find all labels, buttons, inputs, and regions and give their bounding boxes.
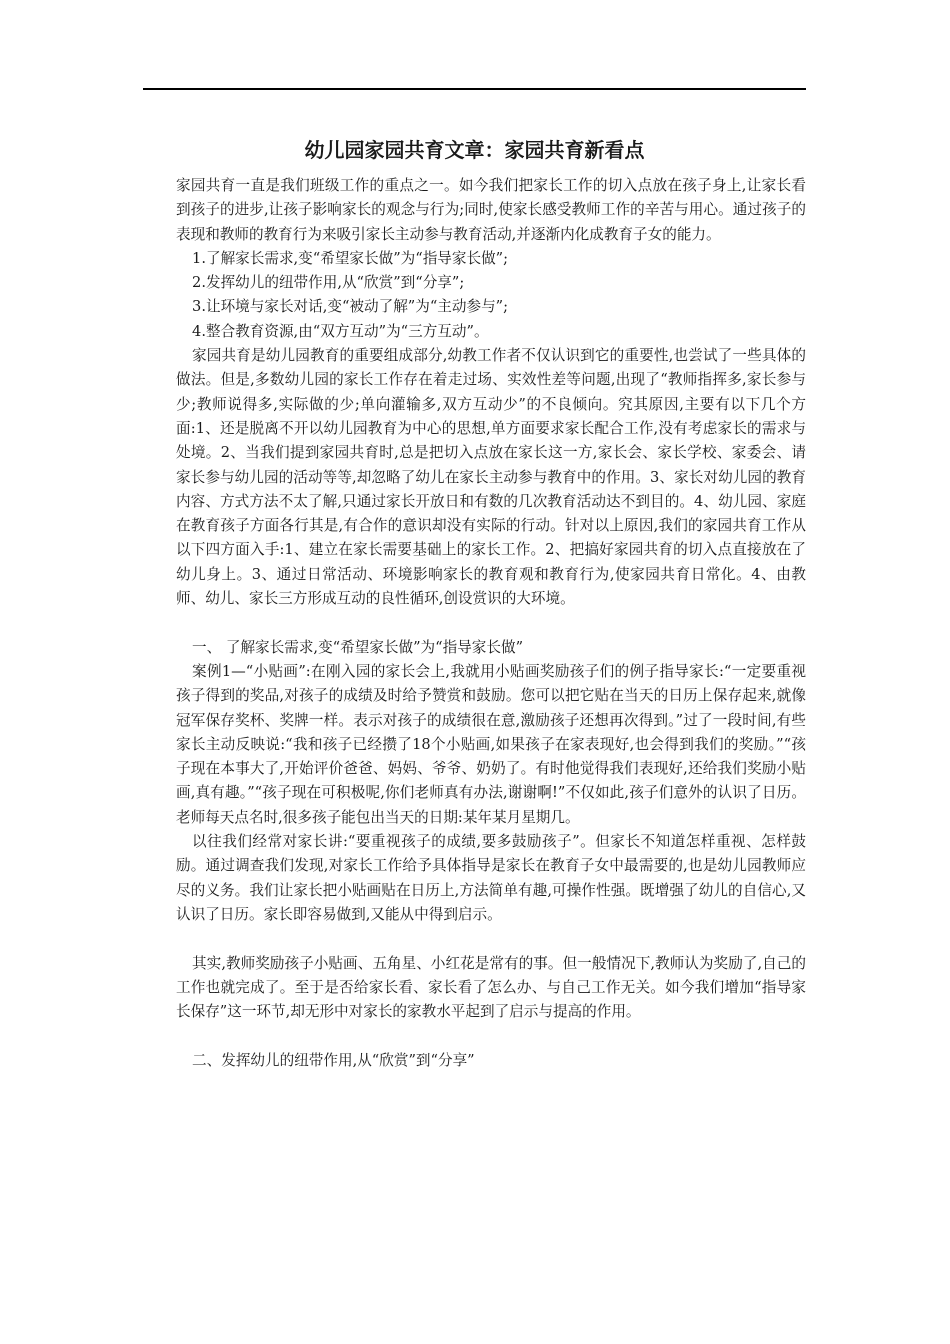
- paragraph: 以往我们经常对家长讲:“要重视孩子的成绩,要多鼓励孩子”。但家长不知道怎样重视、怎样鼓励。通过调查我们发现,对家长工作给予具体指导是家长在教育子女中最需要的,也是幼儿园教师应尽的义务。我们让家长把小贴画贴在日历上,方法简单有趣,可操作性强。既增强了幼儿的自信心,又认识了日历。家长即容易做到,又能从中得到启示。: [176, 833, 806, 923]
- document-body: [176, 174, 806, 1073]
- list-item: 4.整合教育资源,由“双方互动”为“三方互动”。: [192, 322, 489, 340]
- list-item: 1.了解家长需求,变“希望家长做”为“指导家长做”;: [192, 249, 509, 267]
- paragraph-spacer: [176, 1024, 806, 1048]
- list-item: 3.让环境与家长对话,变“被动了解”为“主动参与”;: [192, 298, 509, 316]
- paragraph-spacer: [176, 927, 806, 951]
- paragraph: 家园共育是幼儿园教育的重要组成部分,幼教工作者不仅认识到它的重要性,也尝试了一些具体的做法。但是,多数幼儿园的家长工作存在着走过场、实效性差等问题,出现了“教师指挥多,家长参与少;教师说得多,实际做的少;单向灌输多,双方互动少”的不良倾向。究其原因,主要有以下几个方面:1、还是脱离不开以幼儿园教育为中心的思想,单方面要求家长配合工作,没有考虑家长的需求与处境。2、当我们提到家园共育时,总是把切入点放在家长这一方,家长会、家长学校、家委会、请家长参与幼儿园的活动等等,却忽略了幼儿在家长主动参与教育中的作用。3、家长对幼儿园的教育内容、方式方法不太了解,只通过家长开放日和有数的几次教育活动达不到目的。4、幼儿园、家庭在教育孩子方面各行其是,有合作的意识却没有实际的行动。针对以上原因,我们的家园共育工作从以下四方面入手:1、建立在家长需要基础上的家长工作。2、把搞好家园共育的切入点直接放在了幼儿身上。3、通过日常活动、环境影响家长的教育观和教育行为,使家园共育日常化。4、由教师、幼儿、家长三方形成互动的良性循环,创设赏识的大环境。: [176, 347, 806, 608]
- section-heading: 二、发挥幼儿的纽带作用,从“欣赏”到“分享”: [192, 1051, 475, 1069]
- paragraph: 案例1—“小贴画”:在刚入园的家长会上,我就用小贴画奖励孩子们的例子指导家长:“一定要重视孩子得到的奖品,对孩子的成绩及时给予赞赏和鼓励。您可以把它贴在当天的日历上保存起来,就像冠军保存奖杯、奖牌一样。表示对孩子的成绩很在意,激励孩子还想再次得到。”过了一段时间,有些家长主动反映说:“我和孩子已经攒了18个小贴画,如果孩子在家表现好,也会得到我们的奖励。”“孩子现在本事大了,开始评价爸爸、妈妈、爷爷、奶奶了。有时他觉得我们表现好,还给我们奖励小贴画,真有趣。”“孩子现在可积极呢,你们老师真有办法,谢谢啊!”不仅如此,孩子们意外的认识了日历。老师每天点名时,很多孩子能包出当天的日期:某年某月星期几。: [176, 662, 806, 826]
- document-title: 幼儿园家园共育文章：家园共育新看点: [304, 138, 645, 162]
- paragraph: 其实,教师奖励孩子小贴画、五角星、小红花是常有的事。但一般情况下,教师认为奖励了,自己的工作也就完成了。至于是否给家长看、家长看了怎么办、与自己工作无关。如今我们增加“指导家长保存”这一环节,却无形中对家长的家教水平起到了启示与提高的作用。: [176, 954, 806, 1021]
- paragraph: 家园共育一直是我们班级工作的重点之一。如今我们把家长工作的切入点放在孩子身上,让家长看到孩子的进步,让孩子影响家长的观念与行为;同时,使家长感受教师工作的辛苦与用心。通过孩子的表现和教师的教育行为来吸引家长主动参与教育活动,并逐渐内化成教育子女的能力。: [176, 177, 806, 243]
- list-item: 2.发挥幼儿的纽带作用,从“欣赏”到“分享”;: [192, 274, 465, 292]
- section-heading: 一、 了解家长需求,变“希望家长做”为“指导家长做”: [192, 638, 524, 656]
- paragraph-spacer: [176, 611, 806, 635]
- header-rule: [143, 88, 806, 90]
